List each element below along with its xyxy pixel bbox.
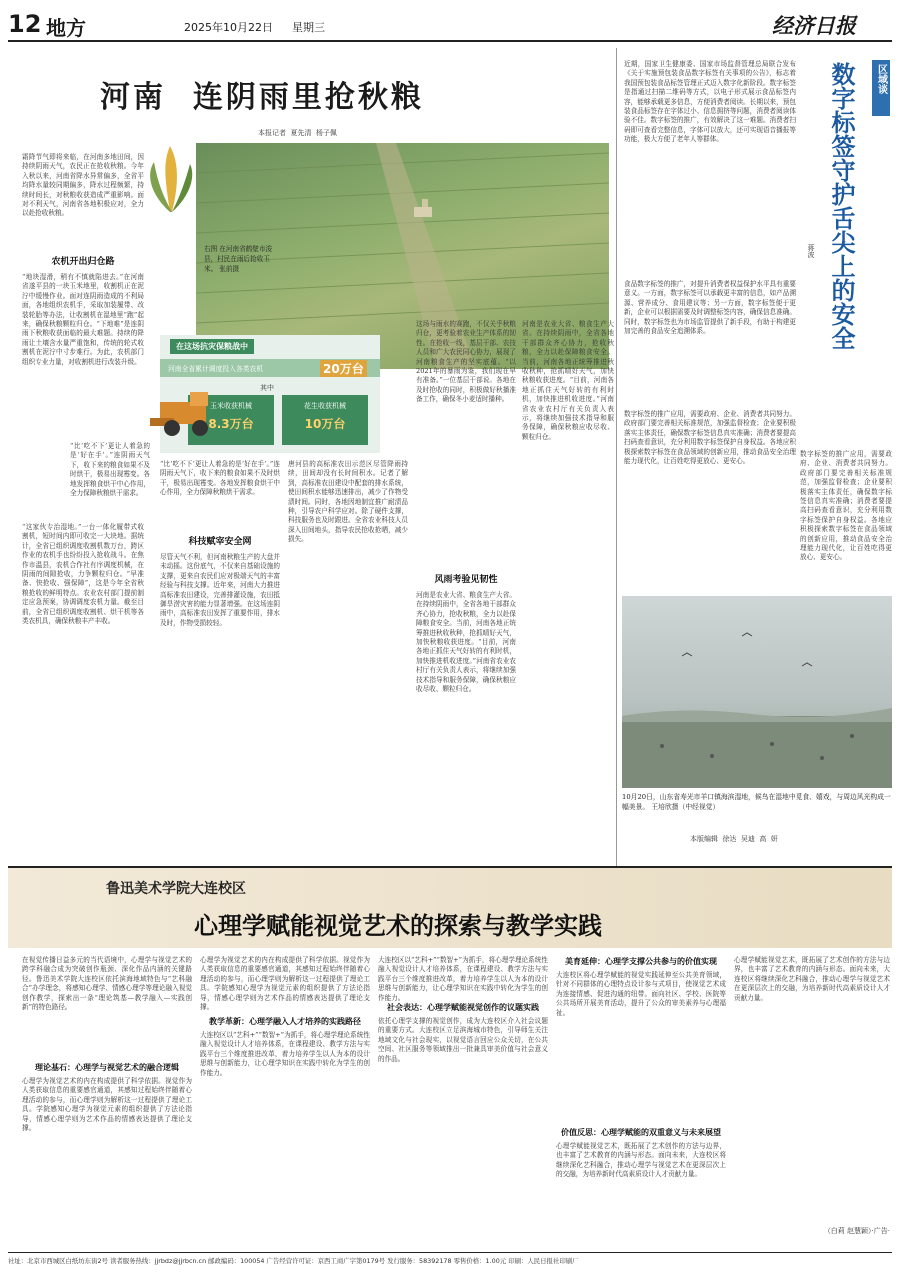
henan-subhead-2: 科技赋宰安全网 (188, 537, 252, 547)
henan-body-3: “比‘吃不下’更让人着急的是‘好在手’。”连阴雨天气下，收下来的粮食如果不及时烘干，极易出现霉变。各地发挥粮食烘干中心作用，全力保障秋粮烘干需求。 (70, 442, 150, 498)
dalian-body-1: 心理学为视觉艺术的内在构成提供了科学依据。视觉作为人类获取信息的重要感官通道，其感知过程始终伴随着心理活动的参与，而心理学则为解析这一过程提供了理论工具。学院感知心理学为视觉元素的组织提供了方法论指导，情感心理学则为艺术作品的情感表达提供了理论支撑。 (22, 1077, 192, 1133)
column-divider (616, 48, 617, 868)
dalian-body-2: 大连校区以“艺科+”“数智+”为抓手，将心理学理论系统性融入视觉设计人才培养体系，在课程建设、教学方法与实践平台三个维度推进改革，着力培养学生以人为本的设计思维与创新能力，让心理学知识在实践中转化为学生的创作能力。 (200, 1031, 370, 1077)
stats-among: 其中 (260, 384, 274, 392)
dalian-body-2b: 大连校区以“艺科+”“数智+”为抓手，将心理学理论系统性融入视觉设计人才培养体系，在课程建设、教学方法与实践平台三个维度推进改革，着力培养学生以人为本的设计思维与创新能力，让心理学知识在实践中转化为学生的创作能力。 (378, 956, 548, 1002)
dalian-band (8, 868, 892, 948)
column-body-3b: 数字标签的推广应用，需要政府、企业、消费者共同努力。政府部门要完善相关标准规范，加强监督检查；企业要积极落实主体责任，确保数字标签信息真实准确；消费者要提高扫码查看意识，充分利用数字标签保护自身权益。各地应积极探索数字标签在食品领域的创新应用，推动食品安全治理能力现代化，让百姓吃得更放心、更安心。 (800, 450, 892, 562)
dalian-kicker: 鲁迅美术学院大连校区 (106, 881, 246, 897)
dalian-subhead-3: 社会表达：心理学赋能视觉创作的议题实践 (387, 1003, 539, 1012)
harvester-illustration (150, 388, 230, 438)
henan-col5 (522, 320, 614, 860)
column-tag-text: 区域谈 (875, 64, 887, 94)
henan-subhead-3: 风雨考验见韧性 (434, 575, 498, 585)
stats-total (160, 359, 380, 377)
wetland-photo-caption: 10月20日，山东省寿光市羊口镇海滨湿地，候鸟在湿地中觅食、嬉戏，与周边风光构成一幅美景。 王培欣摄（中经视觉） (622, 793, 891, 811)
henan-body-4: 尽管天气不利，但河南秋粮生产的大盘并未动摇。这份底气，不仅来自基础设施的支撑，更来自农民们应对极端天气的丰富经验与科技支撑。近年来，河南大力推进高标准农田建设，完善排灌设施，农田抵御旱涝灾害的能力显著增强。在这场连阴雨中，高标准农田发挥了重要作用，排水及时，作物受损较轻。 (160, 553, 280, 627)
stats-total-label: 河南全省累计调度投入各类农机 (168, 365, 264, 373)
dalian-col3 (378, 956, 548, 1246)
henan-byline: 本报记者 夏先清 杨子佩 (258, 129, 337, 137)
dalian-col2 (200, 956, 370, 1246)
column-headline: 数字标签守护舌尖上的安全 (827, 62, 856, 350)
dalian-subhead-1: 理论基石：心理学与视觉艺术的融合逻辑 (35, 1063, 179, 1072)
henan-body-2: “这家伙专治湿地。”一台一体化履带式收割机，短时间内即可收完一大块地。据统计，全省已组织调度收割机数万台，跨区作业的农机手也纷纷投入抢收战斗。在焦作市温县，农机合作社有序调度机械，在阴雨的间隙抢收，力争颗粒归仓。“早准备、快抢收、强保障”，这是今年全省秋粮抢收的鲜明特点。农业农村部门提前制定应急预案，协调调度农机力量。截至目前，全省已组织调度收割机、烘干机等各类农机具，确保秋粮丰产丰收。 (22, 523, 144, 626)
column-text (624, 60, 796, 590)
column-tag (872, 60, 890, 116)
column-author: 蒋波 (807, 244, 815, 258)
stats-panel-title: 在这场抗灾保粮战中 (170, 339, 254, 354)
stats-item-corn-value: 8.3万台 (208, 417, 254, 431)
henan-body-7: 河南是农业大省、粮食生产大省。在持续阴雨中，全省各地干部群众齐心协力，抢收秋粮，全力以赴保障粮食安全。当前，河南各地正统筹推进秋收秋种，抢抓晴好天气，加快秋粮收获进度。“目前，河南各地正抓住天气好转的有利时机，加快推进机收进度。”河南省农业农村厅有关负责人表示，将继续加强技术指导和服务保障，确保秋粮应收尽收、颗粒归仓。 (416, 591, 516, 694)
dalian-author: （白莉 赵慧颖）·广告· (823, 1227, 890, 1235)
section-name: 地方 (46, 16, 86, 40)
wetland-photo (622, 596, 892, 788)
henan-col4 (416, 320, 516, 860)
dalian-body-5: 心理学赋能视觉艺术，既拓展了艺术创作的方法与边界，也丰富了艺术教育的内涵与形态。面向未来，大连校区将继续深化艺科融合，推动心理学与视觉艺术在更深层次上的交融，为培养新时代高素质设计人才贡献力量。 (556, 1142, 726, 1179)
stats-item-peanut (282, 395, 368, 445)
dalian-headline: 心理学赋能视觉艺术的探索与教学实践 (194, 911, 602, 940)
dalian-col1 (22, 956, 192, 1246)
column-body-3: 数字标签的推广应用，需要政府、企业、消费者共同努力。政府部门要完善相关标准规范，加强监督检查；企业要积极落实主体责任，确保数字标签信息真实准确；消费者要提高扫码查看意识，充分利用数字标签保护自身权益。各地应积极探索数字标签在食品领域的创新应用，推动食品安全治理能力现代化，让百姓吃得更放心、更安心。 (624, 410, 796, 466)
henan-body-3b: “比‘吃不下’更让人着急的是‘好在手’。”连阴雨天气下，收下来的粮食如果不及时烘干，极易出现霉变。各地发挥粮食烘干中心作用，全力保障秋粮烘干需求。 (160, 460, 280, 497)
henan-headline: 河南 连阴雨里抢秋粮 (100, 80, 424, 115)
dalian-subhead-2: 教学革新：心理学融入人才培养的实践路径 (209, 1017, 361, 1026)
stats-item-peanut-value: 10万台 (304, 417, 346, 431)
dalian-col4 (556, 956, 726, 1246)
photo-caption: 右图 在河南省鹤壁市浚县，村民在雨后抢收玉米。 张前摄 (204, 245, 273, 273)
dalian-subhead-4: 美育延伸：心理学支撑公共参与的价值实现 (565, 957, 717, 966)
dalian-body-4: 大连校区将心理学赋能的视觉实践延伸至公共美育领域，针对不同群体的心理特点设计参与式项目，使视觉艺术成为连接情感、促进沟通的纽带。面向社区、学校、医院等公共场所开展美育活动，提升了公众的审美素养与心理福祉。 (556, 971, 726, 1017)
stats-item-corn-label: 玉米收获机械 (210, 402, 252, 410)
henan-subhead-1: 农机开出归仓路 (51, 257, 115, 267)
dalian-col5 (734, 956, 890, 1246)
henan-col3 (288, 460, 408, 860)
page-number: 12 (8, 10, 42, 38)
dalian-body-5b: 心理学赋能视觉艺术，既拓展了艺术创作的方法与边界，也丰富了艺术教育的内涵与形态。面向未来，大连校区将继续深化艺科融合，推动心理学与视觉艺术在更深层次上的交融，为培养新时代高素质设计人才贡献力量。 (734, 956, 890, 1002)
dalian-intro: 在视觉传播日益多元的当代语境中，心理学与视觉艺术的跨学科融合成为突破创作瓶颈、深化作品内涵的关键路径。鲁迅美术学院大连校区依托滨海地域特色与“艺科融合”办学理念，将感知心理学、情感心理学等理论融入视觉创作教学，探索出一条“理论筑基—教学融入—实践创新”的特色路径。 (22, 956, 192, 1012)
issue-date: 2025年10月22日 (184, 21, 273, 34)
henan-body-6: 这场与雨水的赛跑，不仅关乎秋粮归仓，更考验着农业生产体系的韧性。在抢收一线，基层干部、农技人员和广大农民同心协力，展现了河南粮食生产的坚实底蕴。“以2021年的暴雨为鉴，我们现在早有准备。”一位基层干部说。各地在及时抢收的同时，积极做好秋播准备工作，确保冬小麦适时播种。 (416, 320, 516, 404)
henan-body-1: “地块湿滑，稍有不慎就陷进去。”在河南省遂平县的一块玉米地里，收割机正在泥泞中缓慢作业。面对连阴雨造成的不利局面，各地组织农机手，采取加装履带、改装轮胎等办法，让收割机在湿地里“跑”起来，确保秋粮颗粒归仓。“下地难”是连阴雨下秋粮收获面临的最大难题。持续的降雨让土壤含水量严重饱和，传统的轮式收割机在泥泞中寸步难行。为此，农机部门组织专业力量，对收割机进行改装升级。 (22, 273, 144, 366)
stats-item-peanut-label: 花生收获机械 (304, 402, 346, 410)
footer-imprint: 社址：北京市西城区白纸坊东街2号 读者服务热线：jjrbdz@jjrbcn.cn 邮政编码：100054 广告经营许可证：京西工商广字第0179号 发行服务：58392178 零售价格：1.00元 印刷：人民日报社印刷厂 (8, 1257, 579, 1265)
page-header (8, 10, 892, 38)
henan-col2 (160, 460, 280, 860)
footer-rule (8, 1252, 892, 1253)
dalian-subhead-5: 价值反思：心理学赋能的双重意义与未来展望 (561, 1128, 721, 1137)
henan-body-5: 唐河县的高标准农田示范区尽管降雨持续，田间却没有长时间积水。记者了解到，高标准农田建设中配套的排水系统，使田间积水能够迅速排出，减少了作物受渍时间。同时，各地因地制宜推广耐渍品种，引导农户科学应对。除了硬件支撑，科技服务也及时跟进。全省农业科技人员深入田间地头，指导农民抢收抢晒，减少损失。 (288, 460, 408, 544)
dalian-body-1b: 心理学为视觉艺术的内在构成提供了科学依据。视觉作为人类获取信息的重要感官通道，其感知过程始终伴随着心理活动的参与，而心理学则为解析这一过程提供了理论工具。学院感知心理学为视觉元素的组织提供了方法论指导，情感心理学则为艺术作品的情感表达提供了理论支撑。 (200, 956, 370, 1012)
dalian-body-3: 依托心理学支撑的视觉创作，成为大连校区介入社会议题的重要方式。大连校区立足滨海城市特色，引导师生关注地域文化与社会现实，以视觉语言回应公众关切，在公共空间、社区服务等领域推出一批兼具审美价值与社会意义的作品。 (378, 1017, 548, 1063)
column-body-2: 食品数字标签的推广，对提升消费者权益保护水平具有重要意义。一方面，数字标签可以承载更丰富的信息，如产品溯源、营养成分、食用建议等；另一方面，数字标签便于更新，企业可以根据需要及时调整标签内容，确保信息准确。同时，数字标签也为市场监管提供了新手段，有助于构建更加完善的食品安全追溯体系。 (624, 280, 796, 336)
column-text-wide (800, 450, 892, 590)
editor-line: 本版编辑 徐达 吴迪 高 妍 (690, 835, 778, 843)
header-rule (8, 40, 892, 42)
column-body-1: 近期，国家卫生健康委、国家市场监督管理总局联合发布《关于实施预包装食品数字标签有关事项的公告》，标志着我国预包装食品标签管理正式迈入数字化新阶段。数字标签是指通过扫描二维码等方式，以电子形式展示食品标签内容，能够承载更多信息，方便消费者阅读。长期以来，预包装食品标签存在字体过小、信息拥挤等问题，消费者阅读体验不佳。数字标签的推广，有效解决了这一难题。消费者扫码即可查看完整信息，字体可以放大，还可实现语音播报等功能，极大方便了老年人等群体。 (624, 60, 796, 144)
henan-lead: 霜降节气即将来临，在河南多地田间，因持续阴雨天气，农民正在抢收秋粮。今年入秋以来，河南省降水异常偏多，全省平均降水量较同期偏多，降水过程频繁，持续时间长，对秋粮收获造成严重影响。面对不利天气，河南省各地积极应对，全力以赴抢收秋粮。 (22, 153, 144, 218)
henan-body-7b: 河南是农业大省、粮食生产大省。在持续阴雨中，全省各地干部群众齐心协力，抢收秋粮，全力以赴保障粮食安全。当前，河南各地正统筹推进秋收秋种，抢抓晴好天气，加快秋粮收获进度。“目前，河南各地正抓住天气好转的有利时机，加快推进机收进度。”河南省农业农村厅有关负责人表示，将继续加强技术指导和服务保障，确保秋粮应收尽收、颗粒归仓。 (522, 320, 614, 441)
corn-illustration (140, 144, 202, 214)
issue-weekday: 星期三 (292, 21, 325, 34)
paper-logo: 经济日报 (772, 13, 856, 38)
stats-total-value: 20万台 (320, 360, 367, 377)
